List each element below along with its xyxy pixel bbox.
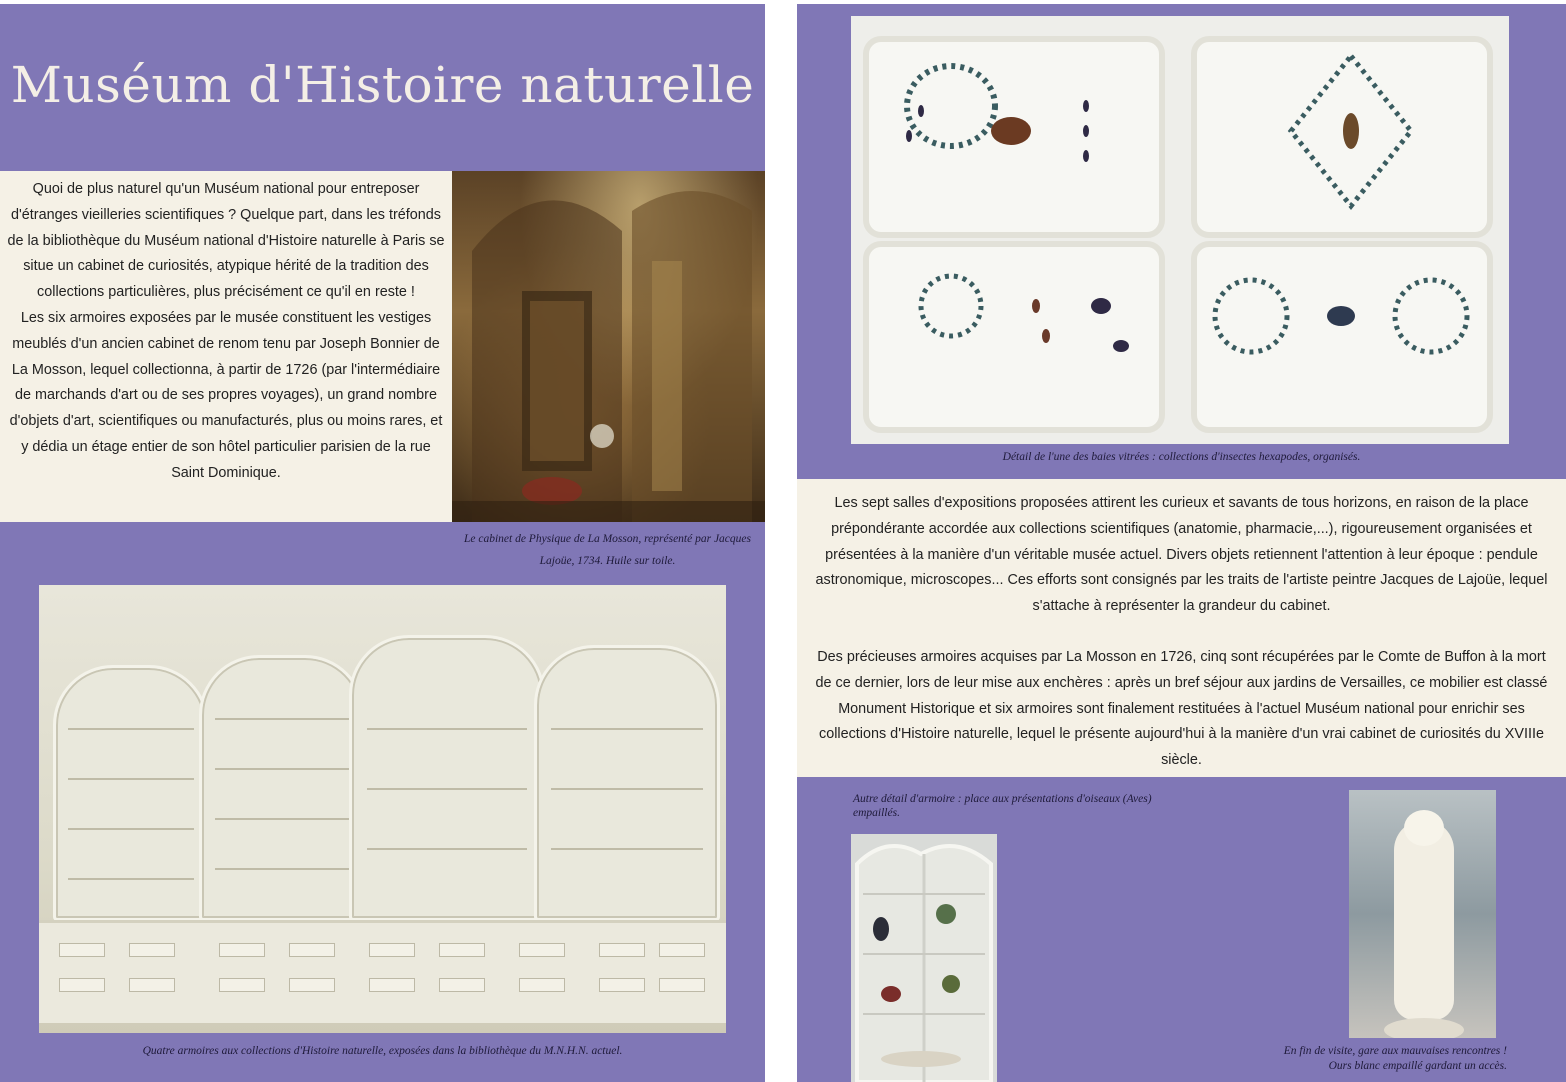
insect-arrangements: [851, 16, 1509, 444]
birds-armoire-photo: [851, 834, 997, 1082]
history-paragraph-1: Les sept salles d'expositions proposées attirent les curieux et savants de tous horizons, en raison de la place prépondérante accordée aux collections scientifiques (anatomie, pharmacie,...), rigoureusement organisées et présentées à la manière d'un véritable musée actuel. Divers objets retiennent l'attention à leur époque : pendule astronomique, microscopes... Ces efforts sont consignés par les traits de l'artiste peintre Jacques de Lajoüe, lequel s'attache à représenter la grandeur du cabinet.: [815, 495, 1548, 615]
armoire-4: [534, 645, 720, 921]
armoires-caption: Quatre armoires aux collections d'Histoire naturelle, exposées dans la bibliothèque du M.N.H.N. actuel.: [142, 1045, 623, 1057]
painting-caption: Le cabinet de Physique de La Mosson, représenté par Jacques Lajoüe, 1734. Huile sur toile.: [463, 533, 751, 567]
armoires-photo: [39, 585, 726, 1033]
birds-caption: Autre détail d'armoire : place aux présentations d'oiseaux (Aves) empaillés.: [853, 793, 1152, 819]
bear-caption-line-1: En fin de visite, gare aux mauvaises rencontres !: [1283, 1045, 1507, 1057]
polar-bear-head: [1404, 810, 1444, 846]
armoire-3: [349, 635, 545, 921]
intro-paragraph-2: Les six armoires exposées par le musée constituent les vestiges meublés d'un ancien cabinet de renom tenu par Joseph Bonnier de La Mosson, lequel collectionna, à partir de 1726 (par l'intermédiaire de marchands d'art ou de ses propres voyages), un grand nombre d'objets d'art, scientifiques ou manufacturés, plus ou moins rares, et y dédia un étage entier de son hôtel particulier parisien de la rue Saint Dominique.: [9, 309, 443, 481]
insects-vitrine-photo: [851, 16, 1509, 444]
history-text-panel: [797, 479, 1566, 777]
polar-bear-photo: [1349, 790, 1496, 1038]
intro-paragraph-1: Quoi de plus naturel qu'un Muséum national pour entreposer d'étranges vieilleries scientifiques ? Quelque part, dans les tréfonds de la bibliothèque du Muséum national d'Histoire naturelle à Paris se situe un cabinet de curiosités, atypique hérité de la tradition des collections particulières, plus précisément ce qu'il en reste !: [7, 181, 445, 301]
insects-caption: Détail de l'une des baies vitrées : collections d'insectes hexapodes, organisés.: [1002, 451, 1361, 463]
polar-bear-pedestal: [1384, 1018, 1464, 1038]
history-paragraph-2: Des précieuses armoires acquises par La Mosson en 1726, cinq sont récupérées par le Comte de Buffon à la mort de ce dernier, lors de leur mise aux enchères : après un bref séjour aux jardins de Versailles, ce mobilier est classé Monument Historique et six armoires sont finalement restituées à l'actuel Muséum national pour enrichir ses collections d'Histoire naturelle, lequel le présente aujourd'hui à la manière d'un vrai cabinet de curiosités du XVIIIe siècle.: [815, 648, 1548, 769]
armoire-1: [53, 665, 209, 921]
right-page: [797, 4, 1566, 1082]
page-title: Muséum d'Histoire naturelle: [10, 56, 755, 114]
left-page: [0, 4, 765, 1082]
lajoue-painting-image: [452, 171, 765, 522]
painting-illustration: [452, 171, 765, 522]
intro-text-panel: [0, 171, 452, 522]
birds-armoire-illustration: [851, 834, 997, 1082]
drawer-base: [39, 920, 726, 1023]
bear-caption-line-2: Ours blanc empaillé gardant un accès.: [1328, 1060, 1507, 1072]
armoire-2: [199, 655, 365, 921]
polar-bear-figure: [1394, 820, 1454, 1020]
